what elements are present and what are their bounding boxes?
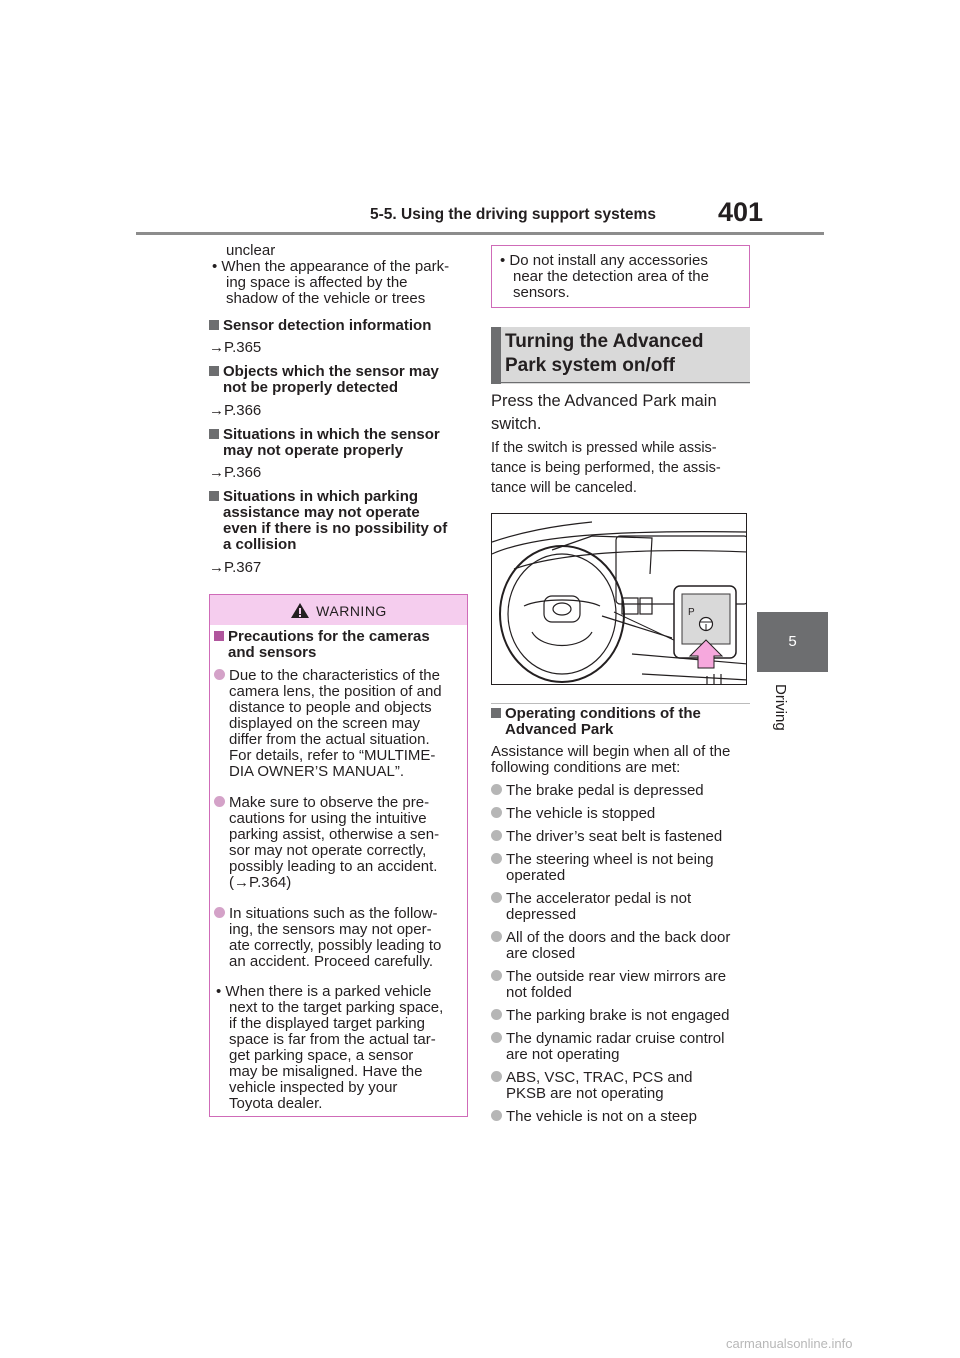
subheading-operating-conditions	[491, 706, 701, 738]
section-rule	[491, 382, 750, 383]
text-line: Make sure to observe the pre-	[229, 794, 430, 811]
text-line: possibly leading to an accident.	[229, 858, 438, 875]
text-line: For details, refer to “MULTIME-	[229, 747, 436, 764]
conditions-list	[491, 783, 753, 1132]
text-line: Assistance will begin when all of the	[491, 743, 731, 760]
dashboard-illustration	[491, 513, 747, 685]
round-bullet-icon	[491, 1110, 502, 1121]
text-line: next to the target parking space,	[229, 999, 444, 1016]
list-item	[491, 1070, 753, 1102]
chapter-label-wrap	[772, 684, 792, 764]
bullet-line: ing space is affected by the	[226, 274, 408, 291]
round-bullet-icon	[491, 853, 502, 864]
round-bullet-icon	[491, 1071, 502, 1082]
text-line: DIA OWNER’S MANUAL”.	[229, 763, 405, 780]
subheading-text: Situations in which parking	[223, 488, 419, 505]
list-item	[491, 891, 753, 923]
list-item	[491, 930, 753, 962]
warning-item	[214, 795, 466, 891]
subheading-text: Precautions for the cameras	[228, 628, 430, 645]
text-line: The parking brake is not engaged	[506, 1007, 730, 1024]
switch-label: P	[688, 607, 695, 618]
text-line: sor may not operate correctly,	[229, 842, 427, 859]
round-bullet-icon	[214, 907, 225, 918]
warning-box	[209, 594, 468, 1117]
text-line: may be misaligned. Have the	[229, 1063, 423, 1080]
subheading-text: even if there is no possibility of	[223, 520, 448, 537]
round-bullet-icon	[491, 784, 502, 795]
round-bullet-icon	[214, 796, 225, 807]
bullet-line: • When the appearance of the park-	[212, 258, 450, 275]
dashboard-drawing	[492, 514, 747, 685]
square-bullet-icon	[209, 429, 219, 439]
warning-title: WARNING	[316, 603, 387, 619]
text-line: (→P.364)	[229, 874, 292, 891]
subheading-text: not be properly detected	[223, 379, 399, 396]
text-line: differ from the actual situation.	[229, 731, 430, 748]
text-line: The driver’s seat belt is fastened	[506, 828, 723, 845]
subheading-text: may not operate properly	[223, 442, 404, 459]
square-bullet-icon	[209, 320, 219, 330]
round-bullet-icon	[491, 807, 502, 818]
text-line: The vehicle is stopped	[506, 805, 656, 822]
round-bullet-icon	[491, 830, 502, 841]
text-line: tance will be canceled.	[491, 480, 637, 496]
round-bullet-icon	[214, 669, 225, 680]
subheading-sensor-detection	[209, 318, 431, 334]
text-line: The dynamic radar cruise control	[506, 1030, 725, 1047]
section-title: 5-5. Using the driving support systems	[370, 206, 656, 223]
text-line: Due to the characteristics of the	[229, 667, 440, 684]
text-line: The accelerator pedal is not	[506, 890, 692, 907]
heading-line: Park system on/off	[505, 355, 675, 376]
instruction-line: Press the Advanced Park main	[491, 392, 717, 410]
text-line: ing, the sensors may not oper-	[229, 921, 432, 938]
chapter-tab	[757, 612, 828, 672]
text-line: near the detection area of the	[513, 268, 709, 285]
text-line: All of the doors and the back door	[506, 929, 731, 946]
text-line: displayed on the screen may	[229, 715, 420, 732]
bullet-item	[212, 259, 472, 307]
text-line: following conditions are met:	[491, 759, 681, 776]
list-item	[491, 852, 753, 884]
section-heading	[505, 330, 703, 378]
chapter-number: 5	[788, 633, 797, 650]
subheading-assistance-not-operate	[209, 489, 447, 553]
text-line: cautions for using the intuitive	[229, 810, 427, 827]
text-line: parking assist, otherwise a sen-	[229, 826, 440, 843]
list-item	[491, 829, 753, 845]
square-bullet-icon	[209, 366, 219, 376]
warning-item	[214, 668, 466, 780]
text-line: distance to people and objects	[229, 699, 432, 716]
page-reference: →P.366	[209, 402, 262, 419]
instruction-line: switch.	[491, 415, 542, 433]
text-line: are not operating	[506, 1046, 620, 1063]
section-heading-bar	[491, 327, 501, 384]
list-item	[491, 783, 753, 799]
subheading-text: a collision	[223, 536, 297, 553]
subheading-text: Operating conditions of the	[505, 705, 701, 722]
list-item	[491, 1008, 753, 1024]
warning-item	[214, 906, 466, 970]
text-line: not folded	[506, 984, 572, 1001]
warning-subheading	[214, 629, 430, 661]
text-line: sensors.	[513, 284, 570, 301]
notice-box	[491, 245, 750, 308]
list-item	[491, 1109, 753, 1125]
text-line: ABS, VSC, TRAC, PCS and	[506, 1069, 693, 1086]
instruction-detail	[491, 438, 721, 498]
subheading-text: Advanced Park	[505, 721, 614, 738]
text-line: are closed	[506, 945, 576, 962]
round-bullet-icon	[491, 1032, 502, 1043]
page-reference: →P.366	[209, 464, 262, 481]
subheading-text: and sensors	[228, 644, 317, 661]
continuation-text: unclear	[226, 242, 276, 259]
text-line: ate correctly, possibly leading to	[229, 937, 442, 954]
warning-subitem	[216, 984, 468, 1112]
subheading-text: Objects which the sensor may	[223, 363, 439, 380]
watermark: carmanualsonline.info	[726, 1336, 853, 1351]
warning-triangle-icon	[290, 602, 310, 619]
text-line: The vehicle is not on a steep	[506, 1108, 697, 1125]
heading-line: Turning the Advanced	[505, 331, 704, 352]
text-line: space is far from the actual tar-	[229, 1031, 436, 1048]
text-line: • When there is a parked vehicle	[216, 983, 432, 1000]
page-number: 401	[718, 197, 764, 227]
page-reference: →P.367	[209, 559, 262, 576]
notice-text	[500, 253, 746, 301]
page-reference: →P.365	[209, 339, 262, 356]
round-bullet-icon	[491, 931, 502, 942]
text-line: if the displayed target parking	[229, 1015, 425, 1032]
figure-rule	[491, 703, 750, 704]
subheading-text: assistance may not operate	[223, 504, 420, 521]
list-item	[491, 1031, 753, 1063]
square-bullet-icon	[209, 491, 219, 501]
round-bullet-icon	[491, 892, 502, 903]
square-bullet-icon	[491, 708, 501, 718]
text-line: get parking space, a sensor	[229, 1047, 414, 1064]
subheading-sensor-not-operate	[209, 427, 440, 459]
text-line: In situations such as the follow-	[229, 905, 438, 922]
text-line: an accident. Proceed carefully.	[229, 953, 434, 970]
warning-header	[210, 595, 467, 625]
conditions-intro	[491, 744, 730, 776]
warning-title-wrap	[210, 602, 467, 619]
square-bullet-icon	[214, 631, 224, 641]
round-bullet-icon	[491, 1009, 502, 1020]
text-line: If the switch is pressed while assis-	[491, 440, 717, 456]
text-line: Toyota dealer.	[229, 1095, 323, 1112]
text-line: The outside rear view mirrors are	[506, 968, 727, 985]
instruction	[491, 390, 717, 436]
section-heading-box	[491, 327, 750, 384]
text-line: camera lens, the position of and	[229, 683, 442, 700]
text-line: depressed	[506, 906, 577, 923]
text-line: operated	[506, 867, 566, 884]
list-item	[491, 969, 753, 1001]
chapter-label: Driving	[772, 684, 789, 731]
text-line: The steering wheel is not being	[506, 851, 714, 868]
text-line: PKSB are not operating	[506, 1085, 664, 1102]
list-item	[491, 806, 753, 822]
text-line: vehicle inspected by your	[229, 1079, 398, 1096]
subheading-text: Sensor detection information	[223, 317, 432, 334]
text-line: The brake pedal is depressed	[506, 782, 704, 799]
bullet-line: shadow of the vehicle or trees	[226, 290, 426, 307]
text-line: tance is being performed, the assis-	[491, 460, 721, 476]
subheading-text: Situations in which the sensor	[223, 426, 440, 443]
round-bullet-icon	[491, 970, 502, 981]
text-line: • Do not install any accessories	[500, 252, 708, 269]
header-rule	[136, 232, 824, 235]
subheading-objects-not-detected	[209, 364, 439, 396]
